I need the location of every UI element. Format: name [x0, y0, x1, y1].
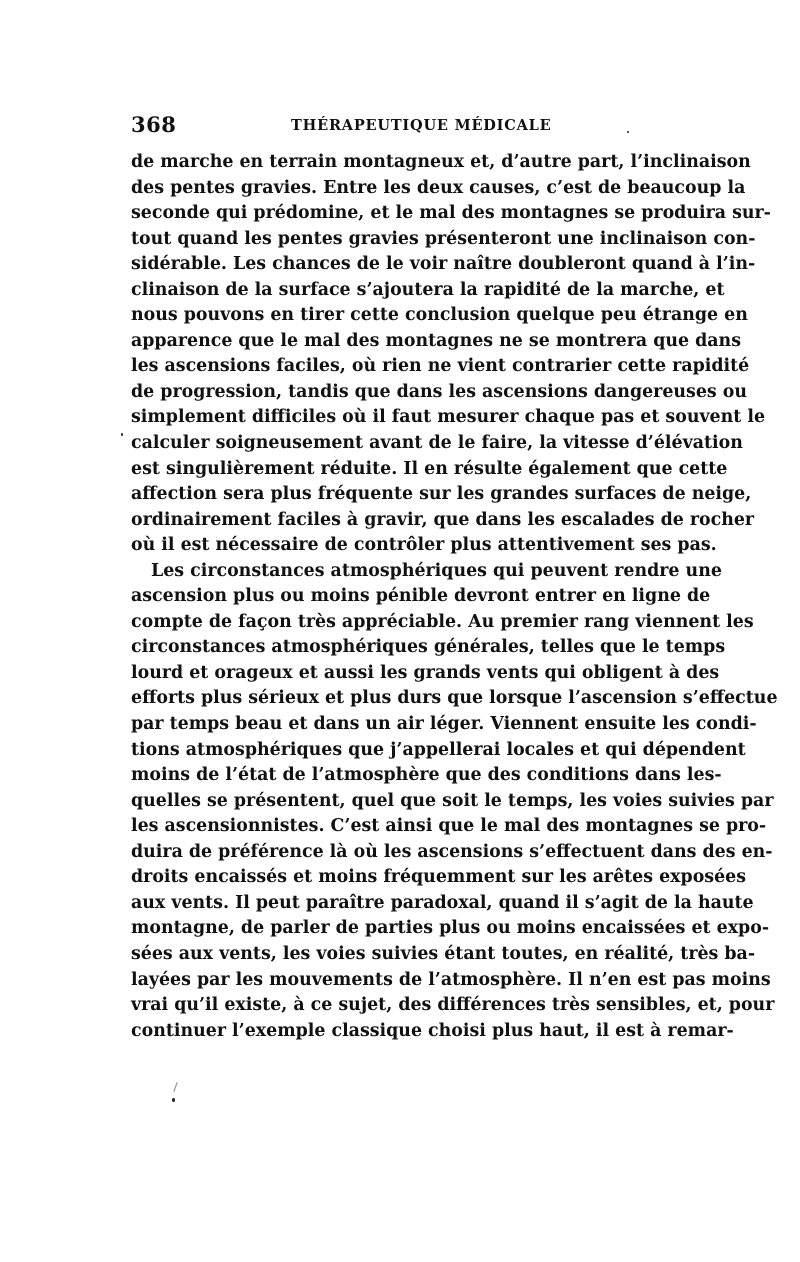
text-line: droits encaissés et moins fréquemment sur les arêtes exposées — [131, 867, 746, 888]
text-line: de marche en terrain montagneux et, d’autre part, l’inclinaison — [131, 152, 751, 172]
text-line: ascension plus ou moins pénible devront entrer en ligne de — [131, 586, 711, 607]
print-speck — [172, 1098, 175, 1102]
paragraph-end-line: où il est nécessaire de contrôler plus attentivement ses pas. — [131, 535, 717, 556]
text-line: seconde qui prédomine, et le mal des montagnes se produira sur- — [131, 203, 771, 224]
text-body — [131, 150, 778, 1044]
running-title: THÉRAPEUTIQUE MÉDICALE — [291, 117, 552, 134]
text-line: circonstances atmosphériques générales, telles que le temps — [131, 637, 726, 658]
text-line: layées par les mouvements de l’atmosphère. Il n’en est pas moins — [131, 969, 771, 990]
text-line: sidérable. Les chances de le voir naître doubleront quand à l’in- — [131, 254, 756, 275]
text-line: nous pouvons en tirer cette conclusion quelque peu étrange en — [131, 305, 748, 326]
text-line: simplement difficiles où il faut mesurer chaque pas et souvent le — [131, 407, 766, 428]
text-line: lourd et orageux et aussi les grands vents qui obligent à des — [131, 662, 720, 683]
print-speck — [121, 433, 123, 436]
text-line: de progression, tandis que dans les ascensions dangereuses ou — [131, 381, 747, 402]
text-line: tions atmosphériques que j’appellerai locales et qui dépendent — [131, 739, 746, 760]
text-line: continuer l’exemple classique choisi plus haut, il est à remar- — [131, 1020, 734, 1041]
text-line: efforts plus sérieux et plus durs que lorsque l’ascension s’effectue — [131, 688, 778, 709]
text-line: vrai qu’il existe, à ce sujet, des différences très sensibles, et, pour — [131, 995, 775, 1016]
text-line: quelles se présentent, quel que soit le temps, les voies suivies par — [131, 790, 774, 811]
print-speck — [173, 1082, 177, 1092]
print-speck — [627, 131, 629, 133]
text-line: tout quand les pentes gravies présenteront une inclinaison con- — [131, 228, 756, 249]
text-line: les ascensionnistes. C’est ainsi que le mal des montagnes se pro- — [131, 816, 767, 837]
page-header — [131, 112, 673, 142]
text-line: montagne, de parler de parties plus ou moins encaissées et expo- — [131, 918, 770, 939]
text-line: moins de l’état de l’atmosphère que des conditions dans les- — [131, 765, 722, 786]
text-line: compte de façon très appréciable. Au premier rang viennent les — [131, 611, 754, 632]
text-line: par temps beau et dans un air léger. Viennent ensuite les condi- — [131, 714, 757, 735]
text-line: affection sera plus fréquente sur les grandes surfaces de neige, — [131, 484, 752, 505]
text-line: sées aux vents, les voies suivies étant toutes, en réalité, très ba- — [131, 943, 756, 964]
text-line: est singulièrement réduite. Il en résulte également que cette — [131, 458, 728, 479]
paragraph-start-line: Les circonstances atmosphériques qui peuvent rendre une — [151, 560, 722, 581]
text-line: duira de préférence là où les ascensions s’effectuent dans des en- — [131, 841, 773, 862]
text-line: aux vents. Il peut paraître paradoxal, quand il s’agit de la haute — [131, 892, 754, 913]
text-line: clinaison de la surface s’ajoutera la rapidité de la marche, et — [131, 279, 725, 300]
page-number: 368 — [131, 112, 177, 137]
text-line: apparence que le mal des montagnes ne se montrera que dans — [131, 330, 741, 351]
text-line: les ascensions faciles, où rien ne vient contrarier cette rapidité — [131, 356, 750, 377]
text-line: calculer soigneusement avant de le faire, la vitesse d’élévation — [131, 433, 743, 454]
text-line: des pentes gravies. Entre les deux causes, c’est de beaucoup la — [131, 177, 746, 198]
text-line: ordinairement faciles à gravir, que dans les escalades de rocher — [131, 509, 755, 530]
